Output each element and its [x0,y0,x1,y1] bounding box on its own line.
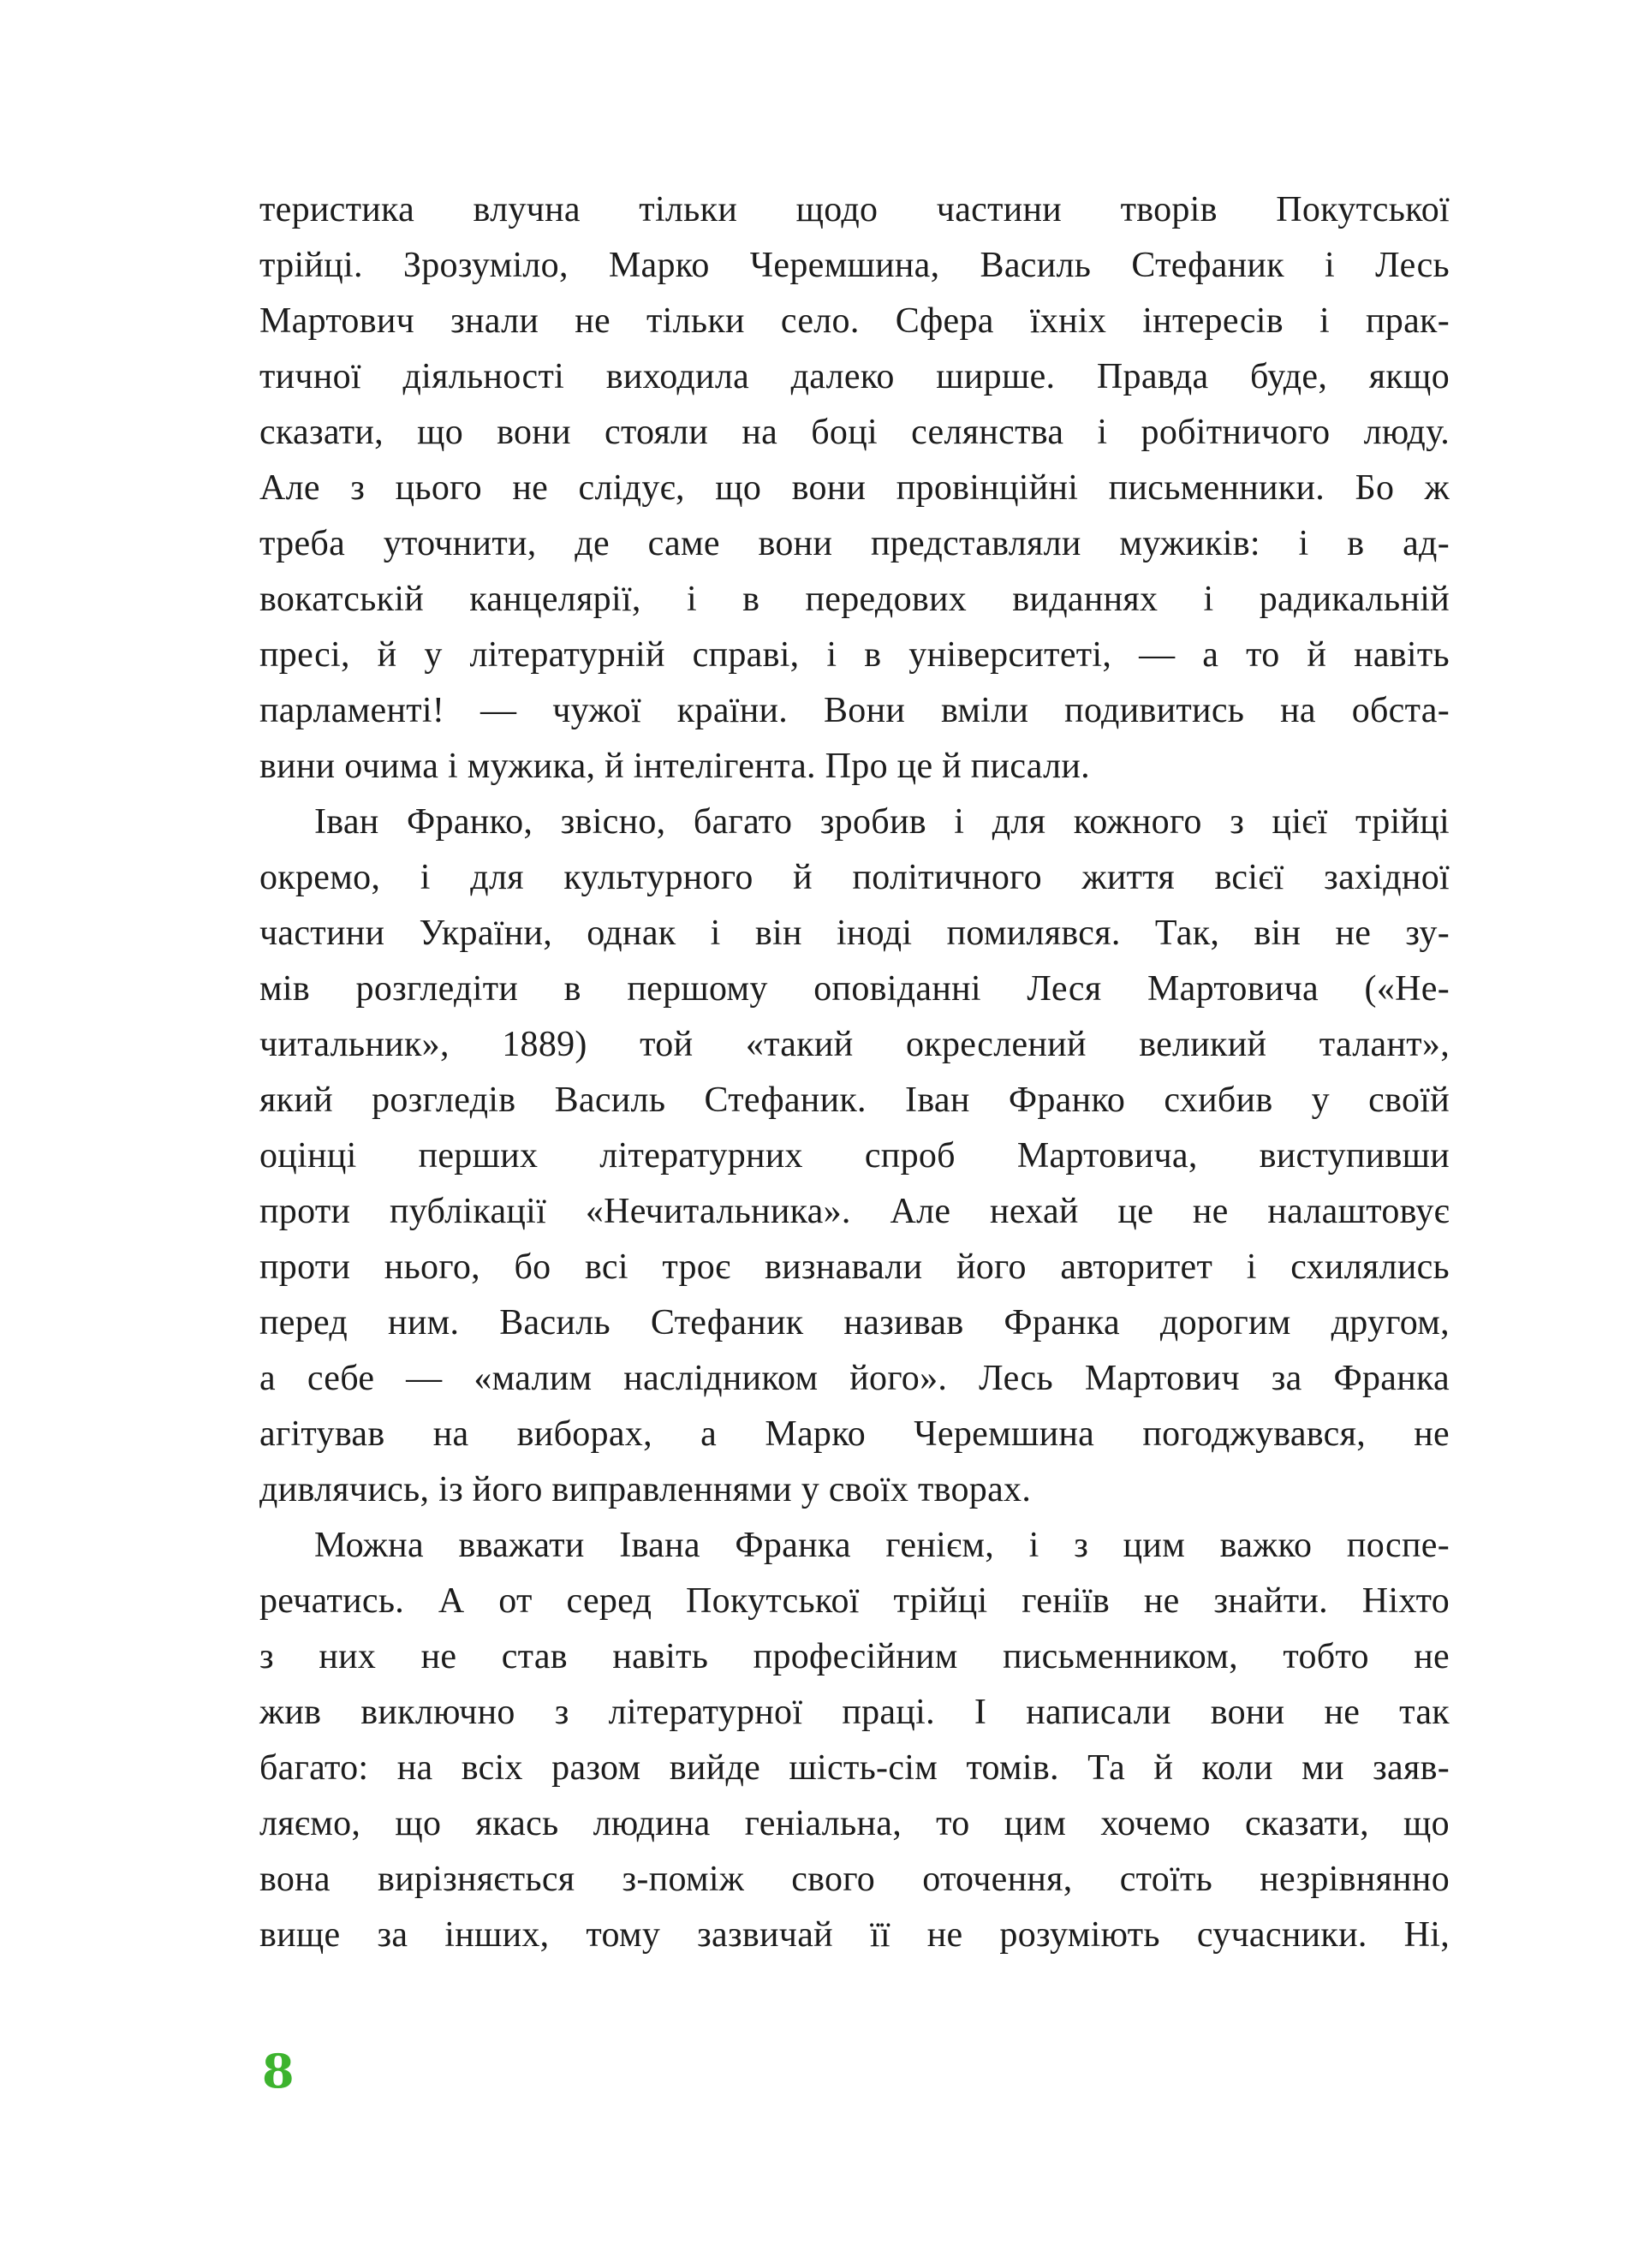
text-line: окремо, і для культурного й політичного життя всієї західної [259,858,1450,897]
text-line: проти нього, бо всі троє визнавали його авторитет і схилялись [259,1247,1450,1287]
text-line: трійці. Зрозуміло, Марко Черемшина, Василь Стефаник і Лесь [259,246,1450,285]
text-line: агітував на виборах, а Марко Черемшина погоджувався, не [259,1414,1450,1454]
text-line: вище за інших, тому зазвичай її не розуміють сучасники. Ні, [259,1915,1450,1955]
text-line: а себе — «малим наслідником його». Лесь Мартович за Франка [259,1359,1450,1398]
text-line: мів розгледіти в першому оповіданні Леся Мартовича («Не- [259,969,1450,1009]
text-line: вона вирізняється з-поміж свого оточення, стоїть незрівнянно [259,1860,1450,1899]
paragraph [259,182,1450,795]
text-line: Іван Франко, звісно, багато зробив і для кожного з цієї трійці [314,802,1450,842]
paragraph [259,795,1450,1518]
text-line: багато: на всіх разом вийде шість-сім томів. Та й коли ми заяв- [259,1748,1450,1788]
text-line: ляємо, що якась людина геніальна, то цим хочемо сказати, що [259,1804,1450,1843]
text-line: пресі, й у літературній справі, і в університеті, — а то й навіть [259,635,1450,675]
text-line: частини України, однак і він іноді помилявся. Так, він не зу- [259,914,1450,953]
text-line: проти публікації «Нечитальника». Але нехай це не налаштовує [259,1192,1450,1231]
text-line: тичної діяльності виходила далеко ширше. Правда буде, якщо [259,357,1450,396]
text-line: який розгледів Василь Стефаник. Іван Франко схибив у своїй [259,1080,1450,1120]
text-line: читальник», 1889) той «такий окреслений великий талант», [259,1025,1450,1064]
text-line: Мартович знали не тільки село. Сфера їхніх інтересів і прак- [259,301,1450,341]
text-line: з них не став навіть професійним письменником, тобто не [259,1637,1450,1676]
body-text [259,182,1450,1963]
text-line: треба уточнити, де саме вони представляли мужиків: і в ад- [259,524,1450,563]
paragraph [259,1518,1450,1963]
text-line: речатись. А от серед Покутської трійці геніїв не знайти. Ніхто [259,1581,1450,1621]
text-line: теристика влучна тільки щодо частини творів Покутської [259,190,1450,229]
text-line: парламенті! — чужої країни. Вони вміли подивитись на обста- [259,691,1450,730]
text-line: вини очима і мужика, й інтелігента. Про це й писали. [259,747,1090,786]
text-line: оцінці перших літературних спроб Мартовича, виступивши [259,1136,1450,1176]
page-number: 8 [262,2044,295,2098]
text-line: Можна вважати Івана Франка генієм, і з цим важко поспе- [314,1526,1450,1565]
text-line: жив виключно з літературної праці. І написали вони не так [259,1693,1450,1732]
text-line: Але з цього не слідує, що вони провінційні письменники. Бо ж [259,468,1450,508]
text-line: дивлячись, із його виправленнями у своїх творах. [259,1470,1032,1509]
text-line: вокатській канцелярії, і в передових виданнях і радикальній [259,580,1450,619]
text-line: сказати, що вони стояли на боці селянства і робітничого люду. [259,413,1450,452]
text-line: перед ним. Василь Стефаник називав Франка дорогим другом, [259,1303,1450,1342]
